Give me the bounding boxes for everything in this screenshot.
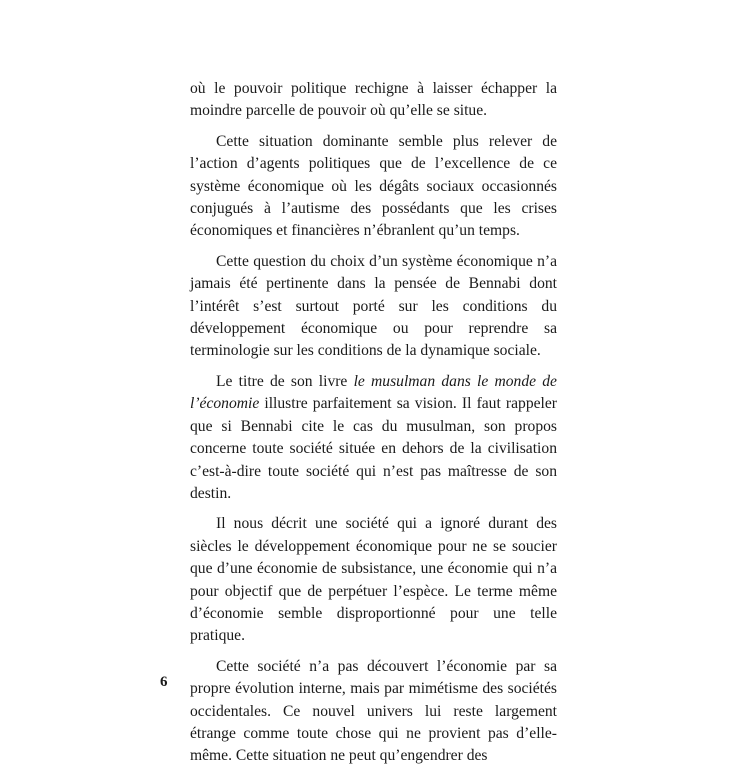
book-title: le musulman dans le monde de l’économie [190, 372, 557, 413]
paragraph-6: Cette société n’a pas découvert l’économie par sa propre évolution interne, mais par mimétisme des sociétés occidentales. Ce nouvel univers lui reste largement étrange comme toute chose qui ne provient pas d’elle-même. Cette situation ne peut qu’engendrer des [190, 657, 557, 765]
paragraph-4-after: illustre parfaitement sa vision. Il faut rappeler que si Bennabi cite le cas du musulman, son propos concerne toute société située en dehors de la civilisation c’est-à-dire toute société qui n’est pas maîtresse de son destin. [190, 395, 557, 502]
paragraph-2: Cette situation dominante semble plus relever de l’action d’agents politiques que de l’excellence de ce système économique où les dégâts sociaux occasionnés conjugués à l’autisme des possédants que les crises économiques et financières n’ébranlent qu’un temps. [190, 132, 557, 240]
page-number: 6 [160, 674, 168, 690]
paragraph-4 [190, 371, 557, 505]
paragraph-3: Cette question du choix d’un système économique n’a jamais été pertinente dans la pensée de Bennabi dont l’intérêt s’est surtout porté sur les conditions du développement économique ou pour reprendre sa terminologie sur les conditions de la dynamique sociale. [190, 252, 557, 360]
body-text [190, 78, 557, 776]
paragraph-1: où le pouvoir politique rechigne à laisser échapper la moindre parcelle de pouvoir où qu’elle se situe. [190, 80, 557, 120]
paragraph-4-before: Le titre de son livre [216, 372, 354, 390]
paragraph-5: Il nous décrit une société qui a ignoré durant des siècles le développement économique pour ne se soucier que d’une économie de subsistance, une économie qui n’a pour objectif que de perpétuer l’espèce. Le terme même d’économie semble disproportionné pour une telle pratique. [190, 515, 557, 645]
